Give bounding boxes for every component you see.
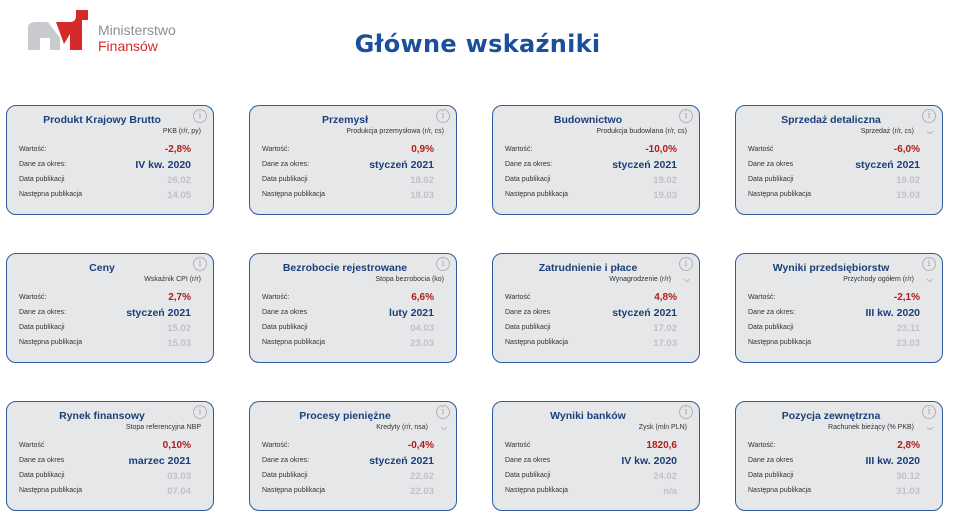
indicator-selector: PKB (r/r, py): [162, 128, 201, 135]
indicator-card-pozycja-zewnetrzna[interactable]: [735, 401, 943, 511]
period-value: III kw. 2020: [865, 455, 920, 467]
next-publication-label: Następna publikacja: [505, 191, 569, 198]
publication-date-value: 03.03: [167, 471, 191, 482]
next-publication-label: Następna publikacja: [748, 191, 812, 198]
indicator-value: 6,6%: [411, 292, 434, 303]
publication-date-value: 30.12: [896, 471, 920, 482]
publication-date-value: 15.02: [167, 323, 191, 334]
indicator-card-sprzedaz-detaliczna[interactable]: [735, 105, 943, 215]
indicator-selector[interactable]: Przychody ogółem (r/r): [843, 276, 914, 283]
next-publication-value: 17.03: [653, 338, 677, 349]
info-icon[interactable]: i: [922, 405, 936, 419]
logo-text-finance: Finansów: [98, 38, 158, 54]
indicator-selector[interactable]: Wynagrodzenie (r/r): [609, 276, 671, 283]
indicator-value: -10,0%: [645, 144, 677, 155]
indicator-value: 0,9%: [411, 144, 434, 155]
period-label: Dane za okres: [748, 161, 794, 168]
indicator-selector: Produkcja przemysłowa (r/r, cs): [346, 128, 444, 135]
indicator-selector: Wskaźnik CPI (r/r): [144, 276, 201, 283]
chevron-down-icon[interactable]: ⌵: [926, 127, 933, 136]
indicator-selector: Stopa bezrobocia (ko): [375, 276, 444, 283]
indicator-selector[interactable]: Kredyty (r/r, nsa): [376, 424, 428, 431]
indicator-selector[interactable]: Sprzedaż (r/r, cs): [860, 128, 914, 135]
indicator-selector: Stopa referencyjna NBP: [125, 424, 201, 431]
indicator-value: 2,8%: [897, 440, 920, 451]
publication-date-value: 18.02: [410, 175, 434, 186]
indicator-value: -2,1%: [893, 292, 920, 303]
indicator-card-zatrudnienie-i-place[interactable]: [492, 253, 700, 363]
indicator-card-procesy-pieniezne[interactable]: [249, 401, 457, 511]
next-publication-label: Następna publikacja: [19, 191, 83, 198]
period-label: Dane za okres:: [19, 161, 67, 168]
indicator-value: 0,10%: [162, 440, 191, 451]
next-publication-label: Następna publikacja: [262, 191, 326, 198]
indicator-value: 2,7%: [168, 292, 191, 303]
next-publication-label: Następna publikacja: [505, 339, 569, 346]
indicator-selector: Zysk (mln PLN): [638, 424, 687, 431]
publication-date-label: Data publikacji: [19, 176, 65, 183]
indicator-card-budownictwo[interactable]: [492, 105, 700, 215]
info-icon[interactable]: i: [436, 257, 450, 271]
indicator-card-przemysl[interactable]: [249, 105, 457, 215]
indicator-selector: Produkcja budowlana (r/r, cs): [596, 128, 687, 135]
value-label: Wartość:: [19, 146, 47, 153]
period-value: styczeń 2021: [612, 307, 677, 319]
value-label: Wartość:: [19, 294, 47, 301]
publication-date-label: Data publikacji: [19, 324, 65, 331]
next-publication-label: Następna publikacja: [748, 339, 812, 346]
period-label: Dane za okres:: [748, 309, 796, 316]
publication-date-label: Data publikacji: [748, 324, 794, 331]
period-value: styczeń 2021: [126, 307, 191, 319]
next-publication-value: 31.03: [896, 486, 920, 497]
period-label: Dane za okres: [19, 457, 65, 464]
publication-date-label: Data publikacji: [262, 176, 308, 183]
card-title: Ceny: [89, 262, 115, 274]
period-value: IV kw. 2020: [621, 455, 677, 467]
publication-date-value: 23.11: [896, 323, 920, 334]
indicator-card-produkt-krajowy-brutto[interactable]: [6, 105, 214, 215]
next-publication-label: Następna publikacja: [19, 487, 83, 494]
period-value: luty 2021: [389, 307, 434, 319]
card-title: Produkt Krajowy Brutto: [43, 114, 161, 126]
value-label: Wartość: [748, 146, 774, 153]
indicator-selector[interactable]: Rachunek bieżący (% PKB): [828, 424, 914, 431]
value-label: Wartość:: [262, 146, 290, 153]
info-icon[interactable]: i: [193, 109, 207, 123]
indicator-value: -0,4%: [407, 440, 434, 451]
chevron-down-icon[interactable]: ⌵: [926, 423, 933, 432]
info-icon[interactable]: i: [922, 257, 936, 271]
next-publication-value: 18.03: [410, 190, 434, 201]
publication-date-value: 19.02: [896, 175, 920, 186]
publication-date-value: 19.02: [653, 175, 677, 186]
next-publication-label: Następna publikacja: [19, 339, 83, 346]
publication-date-label: Data publikacji: [262, 472, 308, 479]
publication-date-label: Data publikacji: [262, 324, 308, 331]
period-label: Dane za okres: [505, 309, 551, 316]
publication-date-value: 26.02: [167, 175, 191, 186]
period-value: styczeń 2021: [369, 455, 434, 467]
info-icon[interactable]: i: [436, 109, 450, 123]
indicator-value: -6,0%: [893, 144, 920, 155]
info-icon[interactable]: i: [679, 257, 693, 271]
indicator-value: 4,8%: [654, 292, 677, 303]
next-publication-value: 19.03: [653, 190, 677, 201]
next-publication-value: 23.03: [896, 338, 920, 349]
publication-date-label: Data publikacji: [505, 176, 551, 183]
indicator-value: -2,8%: [164, 144, 191, 155]
indicator-card-wyniki-przedsiebiorstw[interactable]: [735, 253, 943, 363]
value-label: Wartość:: [748, 294, 776, 301]
publication-date-label: Data publikacji: [748, 176, 794, 183]
period-value: styczeń 2021: [369, 159, 434, 171]
next-publication-value: 14.05: [167, 190, 191, 201]
period-label: Dane za okres:: [262, 161, 310, 168]
period-value: marzec 2021: [128, 455, 191, 467]
value-label: Wartość: [505, 442, 531, 449]
publication-date-label: Data publikacji: [505, 472, 551, 479]
card-title: Sprzedaż detaliczna: [781, 114, 881, 126]
chevron-down-icon[interactable]: ⌵: [440, 423, 447, 432]
value-label: Wartość:: [262, 294, 290, 301]
next-publication-value: 23.03: [410, 338, 434, 349]
card-title: Rynek finansowy: [59, 410, 145, 422]
period-value: III kw. 2020: [865, 307, 920, 319]
card-title: Wyniki banków: [550, 410, 626, 422]
page-title: Główne wskaźniki: [354, 30, 601, 58]
next-publication-label: Następna publikacja: [748, 487, 812, 494]
value-label: Wartość:: [748, 442, 776, 449]
publication-date-value: 24.02: [653, 471, 677, 482]
period-value: styczeń 2021: [855, 159, 920, 171]
indicator-card-bezrobocie-rejestrowane[interactable]: [249, 253, 457, 363]
period-label: Dane za okres:: [505, 161, 553, 168]
info-icon[interactable]: i: [436, 405, 450, 419]
publication-date-label: Data publikacji: [19, 472, 65, 479]
period-label: Dane za okres:: [19, 309, 67, 316]
next-publication-value: 22.03: [410, 486, 434, 497]
period-label: Dane za okres:: [262, 457, 310, 464]
publication-date-label: Data publikacji: [748, 472, 794, 479]
chevron-down-icon[interactable]: ⌵: [926, 275, 933, 284]
info-icon[interactable]: i: [679, 109, 693, 123]
indicator-card-wyniki-bankow[interactable]: [492, 401, 700, 511]
publication-date-value: 04.03: [410, 323, 434, 334]
publication-date-label: Data publikacji: [505, 324, 551, 331]
chevron-down-icon[interactable]: ⌵: [683, 275, 690, 284]
card-title: Przemysł: [321, 114, 369, 126]
next-publication-value: 19.03: [896, 190, 920, 201]
card-title: Procesy pieniężne: [299, 410, 391, 422]
info-icon[interactable]: i: [193, 257, 207, 271]
indicator-card-rynek-finansowy[interactable]: [6, 401, 214, 511]
info-icon[interactable]: i: [193, 405, 207, 419]
logo-text-ministry: Ministerstwo: [98, 22, 176, 38]
next-publication-label: Następna publikacja: [262, 339, 326, 346]
publication-date-value: 22.02: [410, 471, 434, 482]
value-label: Wartość:: [262, 442, 290, 449]
period-label: Dane za okres: [505, 457, 551, 464]
indicator-value: 1820,6: [646, 440, 677, 451]
info-icon[interactable]: i: [679, 405, 693, 419]
next-publication-value: 15.03: [167, 338, 191, 349]
value-label: Wartość:: [505, 146, 533, 153]
period-value: styczeń 2021: [612, 159, 677, 171]
value-label: Wartość: [19, 442, 45, 449]
publication-date-value: 17.02: [653, 323, 677, 334]
next-publication-value: 07.04: [167, 486, 191, 497]
card-title: Wyniki przedsiębiorstw: [772, 262, 890, 274]
card-title: Pozycja zewnętrzna: [781, 410, 881, 422]
period-value: IV kw. 2020: [135, 159, 191, 171]
value-label: Wartość: [505, 294, 531, 301]
next-publication-label: Następna publikacja: [262, 487, 326, 494]
indicator-card-ceny[interactable]: [6, 253, 214, 363]
period-label: Dane za okres: [748, 457, 794, 464]
period-label: Dane za okres: [262, 309, 308, 316]
next-publication-value: n/a: [663, 486, 677, 497]
info-icon[interactable]: i: [922, 109, 936, 123]
card-title: Bezrobocie rejestrowane: [282, 262, 408, 274]
card-title: Zatrudnienie i płace: [538, 262, 638, 274]
next-publication-label: Następna publikacja: [505, 487, 569, 494]
card-title: Budownictwo: [553, 114, 623, 126]
